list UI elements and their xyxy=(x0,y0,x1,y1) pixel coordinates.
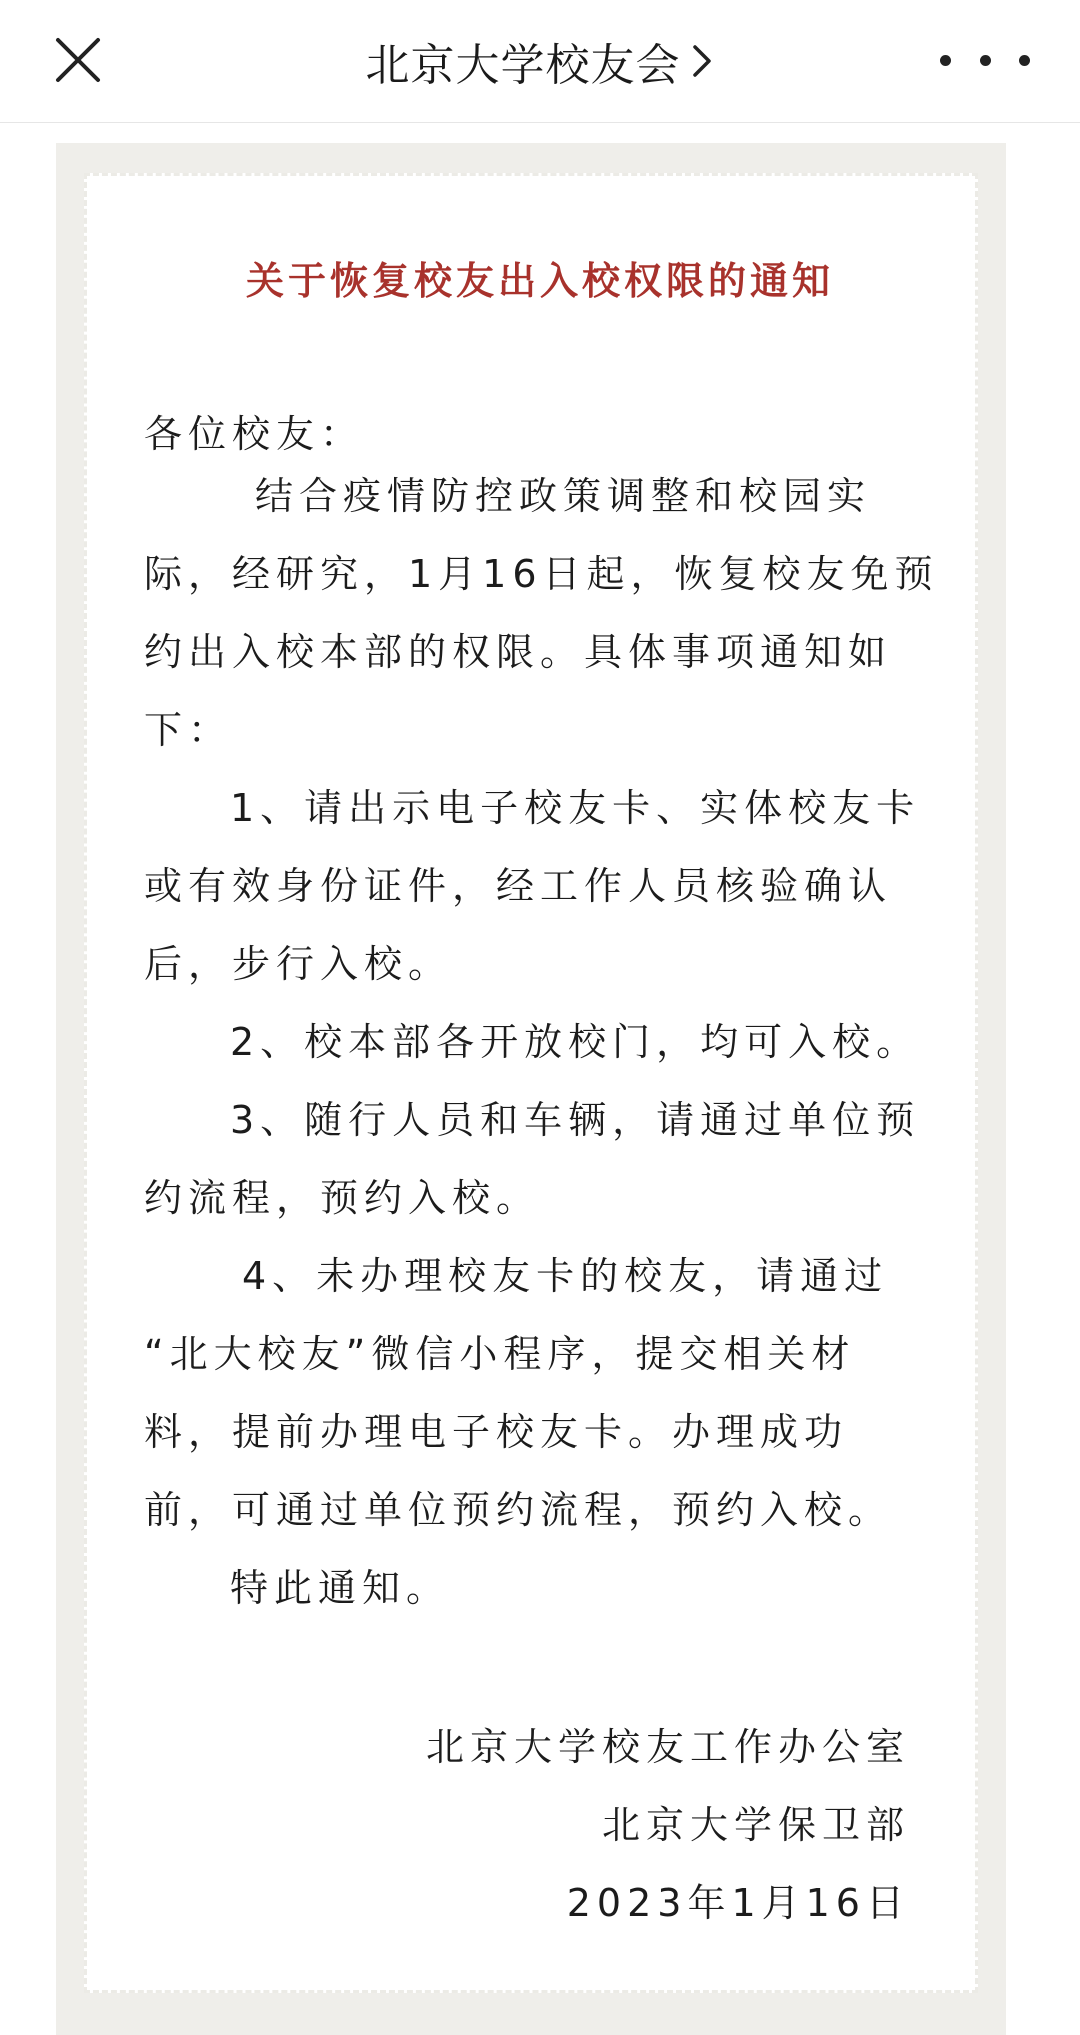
body-line: 际，经研究，1月16日起，恢复校友免预 xyxy=(144,552,939,596)
body-line: 下： xyxy=(144,708,233,752)
signature-date: 2023年1月16日 xyxy=(566,1881,910,1925)
body-line: 1、请出示电子校友卡、实体校友卡 xyxy=(230,786,921,830)
body-line: 或有效身份证件，经工作人员核验确认 xyxy=(144,864,893,908)
more-dot xyxy=(980,55,991,66)
body-line: 3、随行人员和车辆，请通过单位预 xyxy=(230,1098,921,1142)
body-line: 前，可通过单位预约流程，预约入校。 xyxy=(144,1488,893,1532)
more-dot xyxy=(1019,55,1030,66)
body-line: 特此通知。 xyxy=(230,1566,451,1610)
chevron-right-icon xyxy=(689,41,715,81)
body-line: 4、未办理校友卡的校友，请通过 xyxy=(242,1254,889,1298)
account-name: 北京大学校友会 xyxy=(365,40,681,91)
body-line: “北大校友”微信小程序，提交相关材 xyxy=(144,1332,856,1376)
body-line: 结合疫情防控政策调整和校园实 xyxy=(255,474,872,518)
account-name-link[interactable] xyxy=(366,29,715,93)
notice-title: 关于恢复校友出入校权限的通知 xyxy=(245,259,834,303)
body-line: 料，提前办理电子校友卡。办理成功 xyxy=(144,1410,849,1454)
body-line: 约出入校本部的权限。具体事项通知如 xyxy=(144,630,893,674)
more-dot xyxy=(940,55,951,66)
signature-office: 北京大学校友工作办公室 xyxy=(425,1725,910,1769)
body-line: 后，步行入校。 xyxy=(144,942,453,986)
body-line: 约流程，预约入校。 xyxy=(144,1176,541,1220)
top-navigation-bar xyxy=(0,0,1080,123)
signature-security: 北京大学保卫部 xyxy=(601,1803,910,1847)
body-line: 2、校本部各开放校门，均可入校。 xyxy=(230,1020,921,1064)
more-icon[interactable] xyxy=(940,40,1030,80)
salutation: 各位校友： xyxy=(144,412,365,456)
